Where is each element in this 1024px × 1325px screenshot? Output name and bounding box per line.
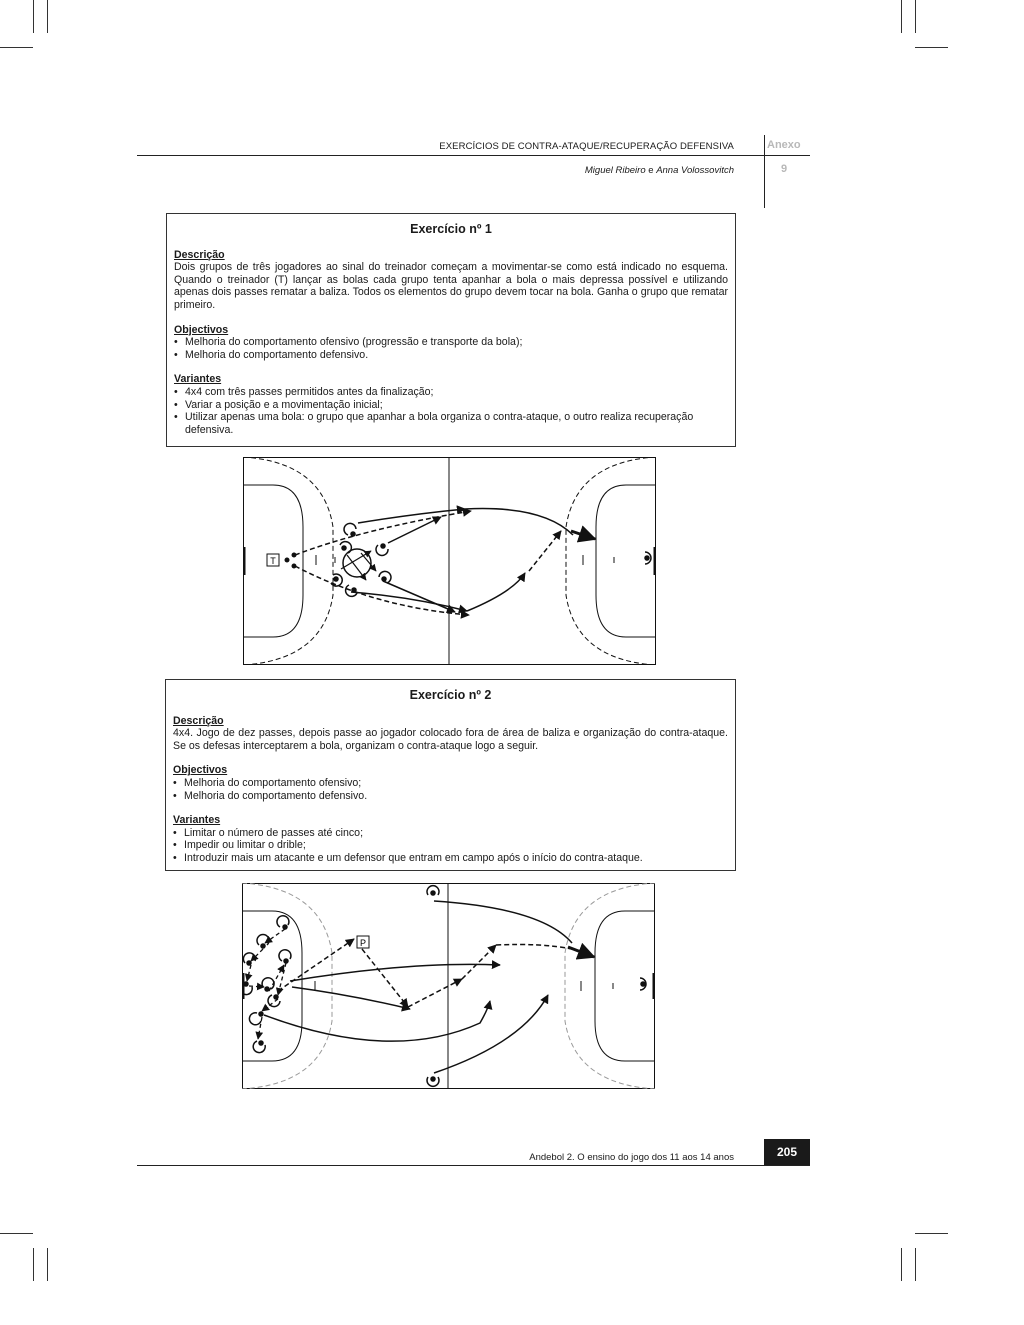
crop-mark — [47, 1248, 48, 1281]
variants-list — [173, 827, 728, 865]
author-name: Miguel Ribeiro — [584, 165, 646, 176]
exercise-description: 4x4. Jogo de dez passes, depois passe ao jogador colocado fora de área de baliza e organização do contra-ataque. Se os defesas interceptarem a bola, organizam o contra-ataque logo a seguir. — [173, 727, 728, 752]
section-heading: Variantes — [173, 814, 221, 827]
crop-mark — [47, 0, 48, 33]
player-label: P — [359, 938, 367, 948]
crop-mark — [915, 1248, 916, 1281]
running-header-title: EXERCÍCIOS DE CONTRA-ATAQUE/RECUPERAÇÃO DEFENSIVA — [439, 141, 734, 152]
list-item: • Melhoria do comportamento ofensivo; — [173, 777, 728, 790]
list-item: • Impedir ou limitar o drible; — [173, 839, 728, 852]
section-heading: Objectivos — [174, 323, 229, 336]
exercise-1-box — [166, 213, 736, 447]
crop-mark — [915, 47, 948, 48]
list-item: • Utilizar apenas uma bola: o grupo que apanhar a bola organiza o contra-ataque, o outro realiza recuperação defensiva. — [174, 411, 728, 436]
objectives-list — [174, 336, 728, 361]
crop-mark — [901, 1248, 902, 1281]
list-item: • Introduzir mais um atacante e um defensor que entram em campo após o início do contra-ataque. — [173, 852, 728, 865]
exercise-title: Exercício nº 2 — [409, 688, 492, 702]
list-item: • Variar a posição e a movimentação inicial; — [174, 399, 728, 412]
crop-mark — [0, 1233, 33, 1234]
exercise-description: Dois grupos de três jogadores ao sinal do treinador começam a movimentar-se como está indicado no esquema. Quando o treinador (T) lançar as bolas cada grupo tenta apanhar a bola o mais depressa possível e utilizando apenas dois passes rematar a baliza. Todos os elementos do grupo devem tocar na bola. Ganha o grupo que rematar primeiro. — [174, 261, 728, 311]
footer-book-title: Andebol 2. O ensino do jogo dos 11 aos 14 anos — [529, 1152, 734, 1163]
annex-number: 9 — [781, 163, 788, 175]
exercise-2-box — [165, 679, 736, 871]
court-diagram-2 — [242, 883, 655, 1089]
objectives-list — [173, 777, 728, 802]
footer-rule — [137, 1165, 810, 1166]
crop-mark — [0, 47, 33, 48]
exercise-title: Exercício nº 1 — [410, 222, 492, 236]
section-heading: Descrição — [174, 248, 225, 261]
list-item: • Melhoria do comportamento ofensivo (progressão e transporte da bola); — [174, 336, 728, 349]
list-item: • 4x4 com três passes permitidos antes da finalização; — [174, 386, 728, 399]
crop-mark — [901, 0, 902, 33]
section-heading: Descrição — [173, 714, 224, 727]
crop-mark — [33, 1248, 34, 1281]
author-name: Anna Volossovitch — [656, 165, 734, 176]
coach-label: T — [270, 556, 276, 566]
crop-mark — [33, 0, 34, 33]
list-item: • Melhoria do comportamento defensivo. — [173, 790, 728, 803]
page-number: 205 — [764, 1139, 810, 1165]
crop-mark — [915, 1233, 948, 1234]
author-connector: e — [645, 165, 657, 176]
annex-label: Anexo — [767, 139, 801, 151]
list-item: • Melhoria do comportamento defensivo. — [174, 349, 728, 362]
section-heading: Objectivos — [173, 764, 228, 777]
crop-mark — [915, 0, 916, 33]
header-divider — [764, 135, 765, 208]
list-item: • Limitar o número de passes até cinco; — [173, 827, 728, 840]
running-header-authors — [585, 165, 734, 176]
court-diagram-1 — [243, 457, 656, 665]
section-heading: Variantes — [174, 373, 222, 386]
header-rule — [764, 155, 810, 156]
variants-list — [174, 386, 728, 436]
header-rule — [137, 155, 764, 156]
